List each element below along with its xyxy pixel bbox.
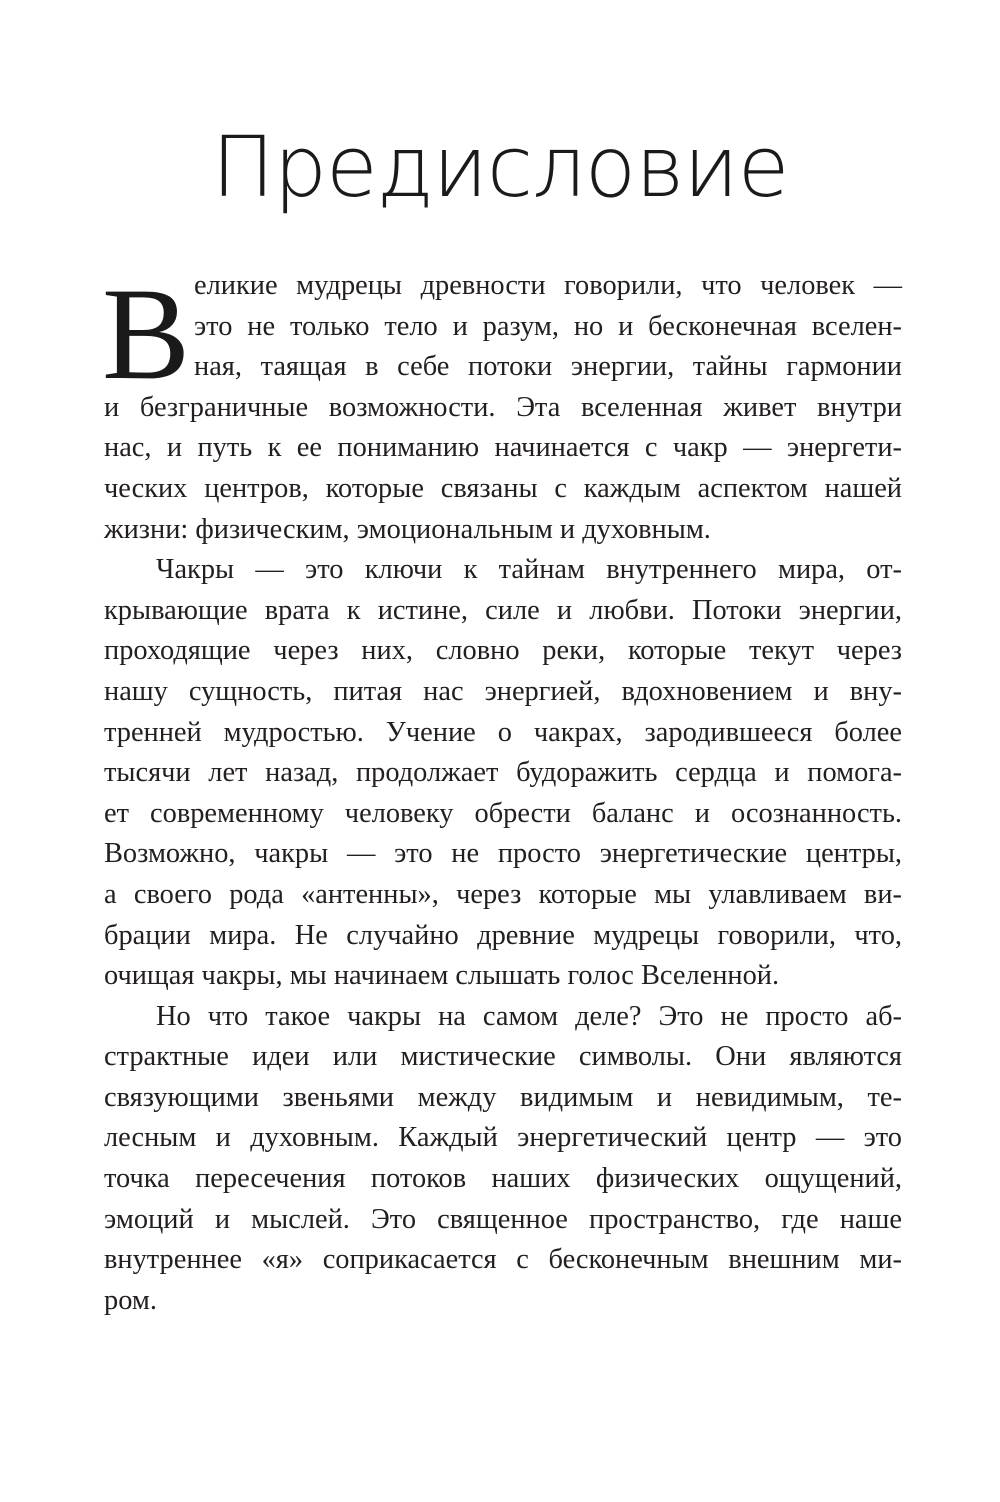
paragraph-1 — [102, 260, 902, 550]
text-line: это не только тело и разум, но и бесконечная вселен- — [194, 310, 902, 342]
text-line: тренней мудростью. Учение о чакрах, зародившееся более — [104, 716, 902, 748]
text-line: ная, таящая в себе потоки энергии, тайны гармонии — [194, 351, 902, 383]
text-line: ром. — [104, 1284, 157, 1316]
text-line: и безграничные возможности. Эта вселенная живет внутри — [104, 391, 902, 423]
text-line: проходящие через них, словно реки, которые текут через — [104, 635, 902, 667]
text-line: страктные идеи или мистические символы. Они являются — [104, 1041, 902, 1073]
text-line: нашу сущность, питая нас энергией, вдохновением и вну- — [104, 675, 902, 707]
text-line: Чакры — это ключи к тайнам внутреннего мира, от- — [156, 554, 902, 586]
text-line: очищая чакры, мы начинаем слышать голос Вселенной. — [104, 960, 780, 992]
text-line: Но что такое чакры на самом деле? Это не просто аб- — [156, 1000, 902, 1032]
text-line: еликие мудрецы древности говорили, что человек — — [194, 270, 902, 301]
text-line: внутреннее «я» соприкасается с бесконечным внешним ми- — [104, 1244, 902, 1276]
paragraph-2 — [104, 550, 902, 997]
page-title: Предисловие — [211, 118, 789, 216]
text-line: точка пересечения потоков наших физических ощущений, — [104, 1163, 902, 1195]
text-line: ческих центров, которые связаны с каждым аспектом нашей — [104, 472, 902, 504]
text-line: а своего рода «антенны», через которые мы улавливаем ви- — [104, 878, 902, 910]
text-line: связующими звеньями между видимым и невидимым, те- — [104, 1081, 902, 1113]
text-line: брации мира. Не случайно древние мудрецы говорили, что, — [104, 919, 902, 951]
text-line: лесным и духовным. Каждый энергетический центр — это — [104, 1122, 902, 1154]
text-line: крывающие врата к истине, силе и любви. Потоки энергии, — [104, 594, 902, 626]
text-line: тысячи лет назад, продолжает будоражить сердца и помога- — [104, 757, 902, 789]
paragraph-3 — [104, 997, 902, 1322]
text-line: жизни: физическим, эмоциональным и духовным. — [104, 513, 711, 545]
text-line: Возможно, чакры — это не просто энергетические центры, — [104, 838, 902, 870]
drop-cap-letter: В — [102, 260, 191, 407]
text-line: нас, и путь к ее пониманию начинается с чакр — энергети- — [104, 432, 902, 464]
text-line: ет современному человеку обрести баланс и осознанность. — [104, 797, 902, 829]
body-text — [102, 260, 902, 1321]
text-line: эмоций и мыслей. Это священное пространство, где наше — [104, 1203, 902, 1235]
